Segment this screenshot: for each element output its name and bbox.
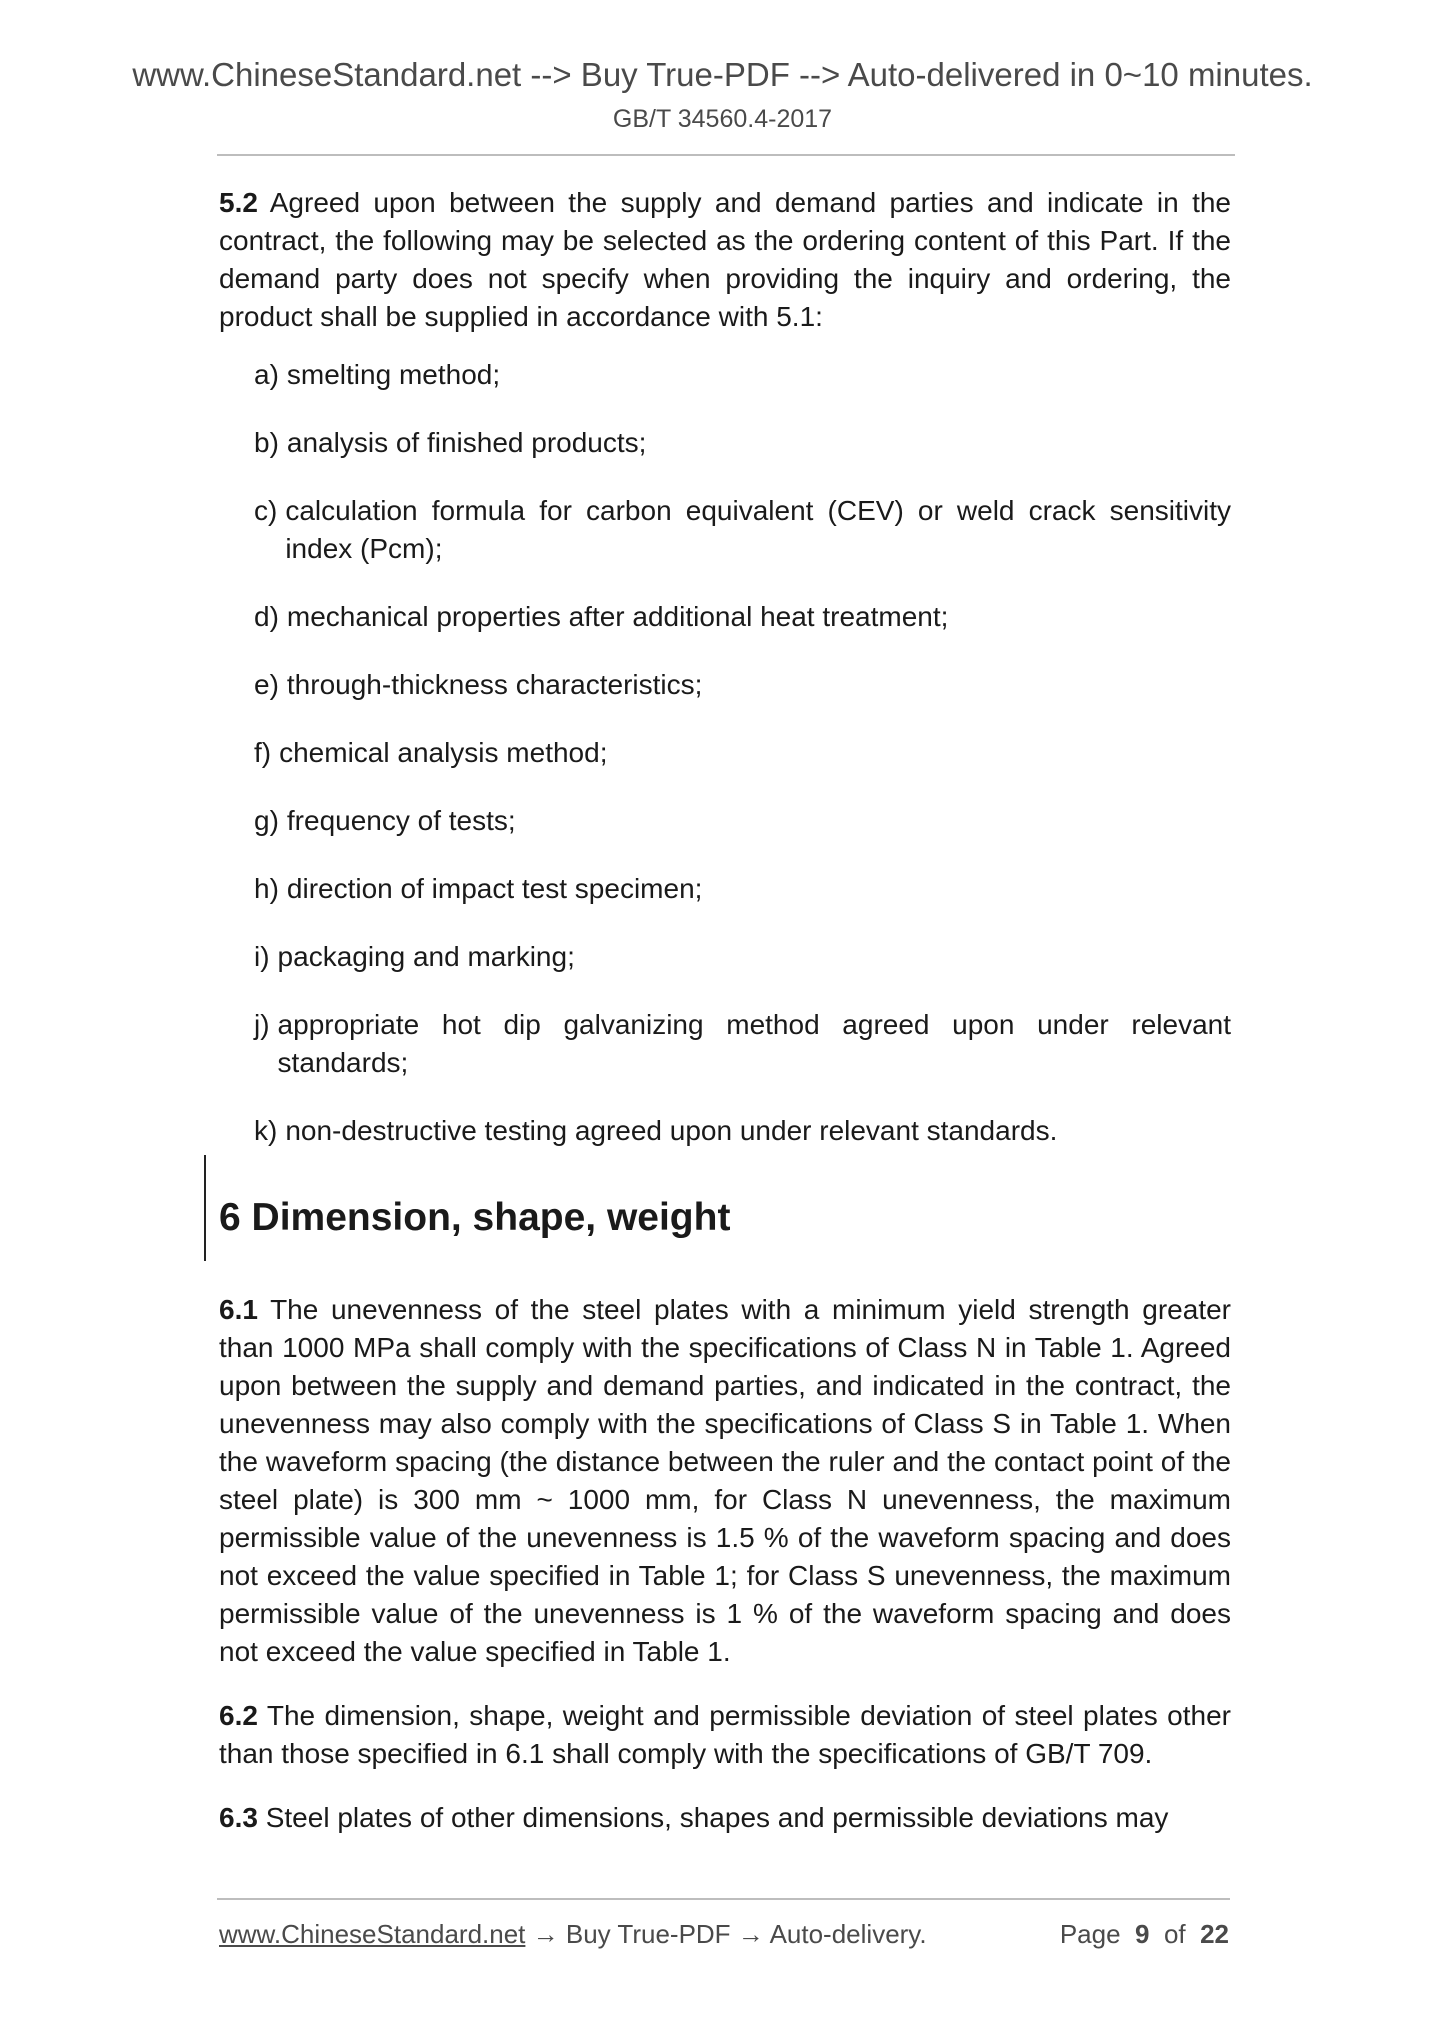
of-label: of <box>1163 1919 1186 1949</box>
clause-6-3 <box>219 1799 1231 1837</box>
list-marker: e) <box>254 669 279 700</box>
page-label: Page <box>1059 1919 1121 1949</box>
list-text: mechanical properties after additional heat treatment; <box>286 601 949 632</box>
clause-text: The unevenness of the steel plates with a minimum yield strength greater than 1000 MPa shall comply with the specifications of Class N in Table 1. Agreed upon between the supply and demand parties, and indicated in the contract, the unevenness may also comply with the specifications of Class S in Table 1. When the waveform spacing (the distance between the ruler and the contact point of the steel plate) is 300 mm ~ 1000 mm, for Class N unevenness, the maximum permissible value of the unevenness is 1.5 % of the waveform spacing and does not exceed the value specified in Table 1; for Class S unevenness, the maximum permissible value of the unevenness is 1 % of the waveform spacing and does not exceed the value specified in Table 1. <box>219 1294 1231 1667</box>
list-text: smelting method; <box>286 359 501 390</box>
document-body-upper <box>219 184 1231 1150</box>
document-body-lower <box>219 1291 1231 1863</box>
footer-tagline: → Buy True-PDF → Auto-delivery. <box>525 1919 927 1949</box>
clause-text: The dimension, shape, weight and permissible deviation of steel plates other than those specified in 6.1 shall comply with the specifications of GB/T 709. <box>219 1700 1231 1769</box>
clause-6-1 <box>219 1291 1231 1671</box>
ordering-options-list <box>254 356 1231 1150</box>
clause-number: 6.2 <box>219 1700 258 1731</box>
clause-number: 6.1 <box>219 1294 258 1325</box>
list-item <box>254 734 1231 772</box>
total-pages: 22 <box>1200 1919 1229 1949</box>
list-text: appropriate hot dip galvanizing method agreed upon under relevant standards; <box>277 1009 1231 1078</box>
clause-5-2 <box>219 184 1231 336</box>
revision-bar <box>204 1155 206 1261</box>
list-marker: g) <box>254 805 279 836</box>
list-text: chemical analysis method; <box>279 737 608 768</box>
list-marker: d) <box>254 601 279 632</box>
list-marker: f) <box>254 737 272 768</box>
clause-6-2 <box>219 1697 1231 1773</box>
list-marker: h) <box>254 873 279 904</box>
page-indicator <box>1060 1919 1229 1950</box>
list-marker: j) <box>254 1009 270 1040</box>
clause-number: 5.2 <box>219 187 258 218</box>
list-item <box>254 492 1231 568</box>
clause-text: Agreed upon between the supply and demand parties and indicate in the contract, the following may be selected as the ordering content of this Part. If the demand party does not specify when providing the inquiry and ordering, the product shall be supplied in accordance with 5.1: <box>219 187 1231 332</box>
page-footer <box>219 1919 1229 1950</box>
list-item <box>254 938 1231 976</box>
list-item <box>254 424 1231 462</box>
list-item <box>254 1112 1231 1150</box>
list-marker: b) <box>254 427 279 458</box>
list-marker: c) <box>254 495 278 526</box>
footer-divider <box>217 1898 1230 1900</box>
list-item <box>254 356 1231 394</box>
header-banner: www.ChineseStandard.net --> Buy True-PDF --> Auto-delivered in 0~10 minutes. <box>132 56 1313 93</box>
page-number: 9 <box>1135 1919 1150 1949</box>
list-text: analysis of finished products; <box>286 427 647 458</box>
list-item <box>254 666 1231 704</box>
list-item <box>254 870 1231 908</box>
clause-text: Steel plates of other dimensions, shapes and permissible deviations may <box>257 1802 1169 1833</box>
list-item <box>254 802 1231 840</box>
footer-link[interactable]: www.ChineseStandard.net <box>219 1919 526 1949</box>
list-marker: k) <box>254 1115 278 1146</box>
clause-number: 6.3 <box>219 1802 258 1833</box>
list-marker: i) <box>254 941 270 972</box>
section-heading: 6 Dimension, shape, weight <box>219 1196 731 1239</box>
list-item <box>254 598 1231 636</box>
standard-code: GB/T 34560.4-2017 <box>612 105 833 133</box>
list-text: direction of impact test specimen; <box>286 873 703 904</box>
list-marker: a) <box>254 359 279 390</box>
list-text: non-destructive testing agreed upon under relevant standards. <box>285 1115 1058 1146</box>
list-text: packaging and marking; <box>277 941 575 972</box>
list-text: frequency of tests; <box>286 805 516 836</box>
header-divider <box>217 154 1235 156</box>
list-text: through-thickness characteristics; <box>286 669 703 700</box>
list-item <box>254 1006 1231 1082</box>
list-text: calculation formula for carbon equivalent (CEV) or weld crack sensitivity index (Pcm); <box>285 495 1231 564</box>
